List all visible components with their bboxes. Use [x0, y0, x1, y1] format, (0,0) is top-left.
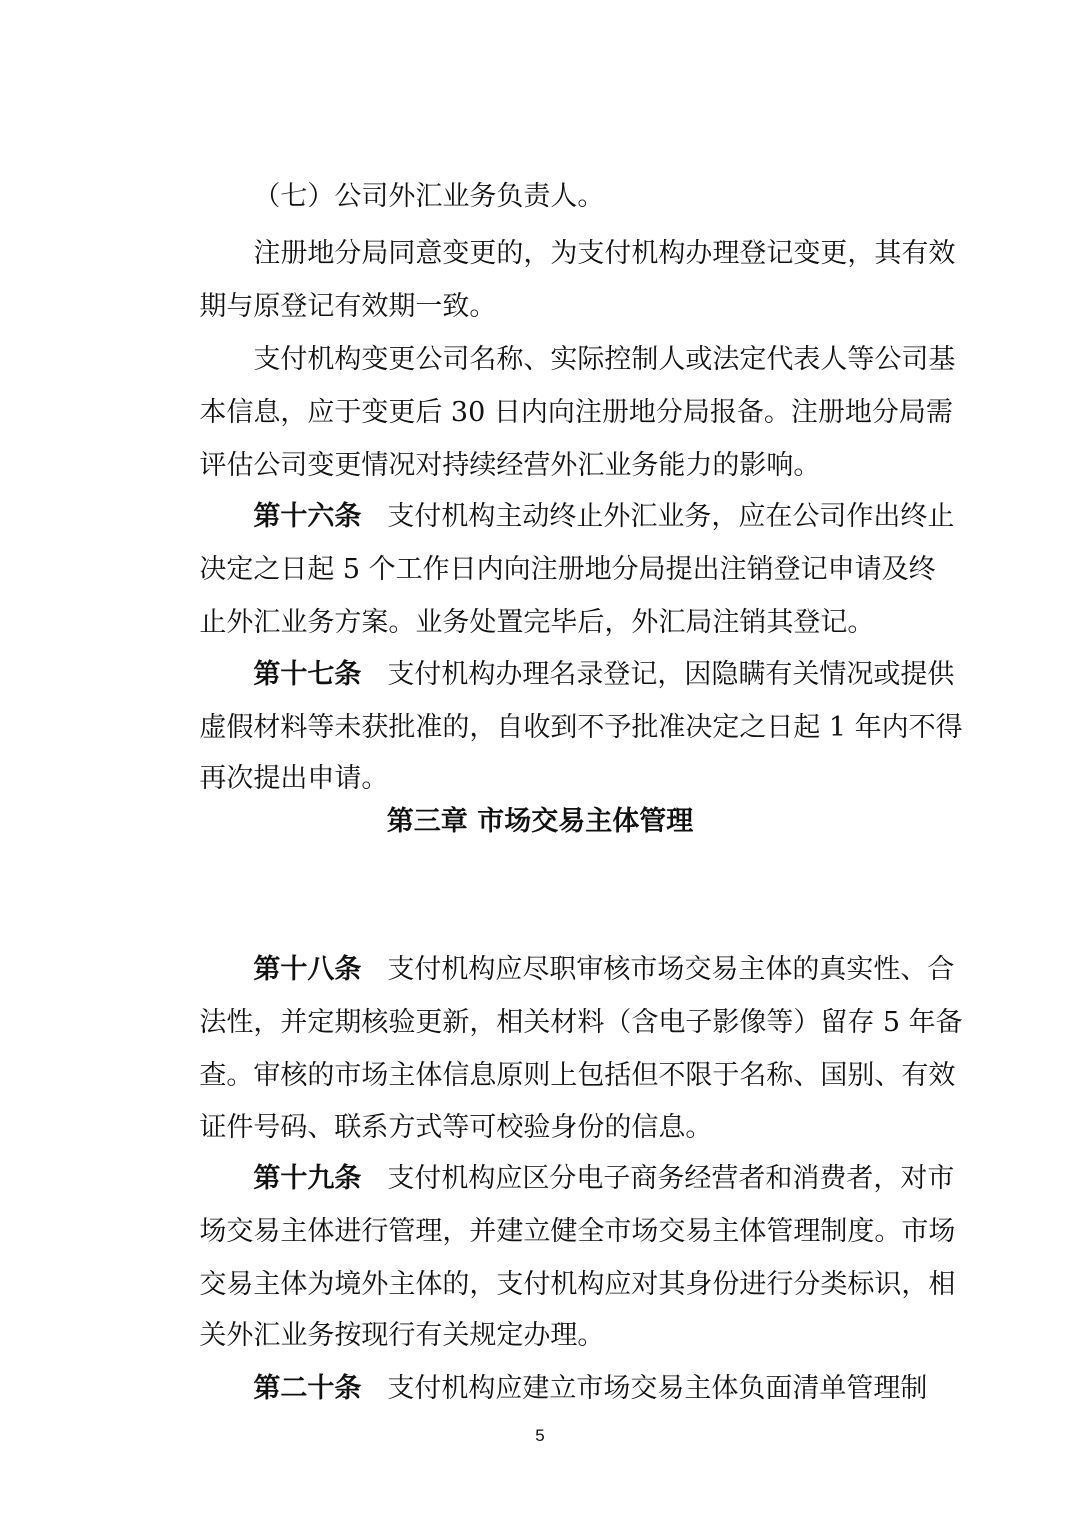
article-16-text: 决定之日起 5 个工作日内向注册地分局提出注销登记申请及终: [199, 554, 936, 585]
article-18-line: [165, 963, 963, 1038]
article-20-text: 支付机构应建立市场交易主体负面清单管理制: [387, 1373, 928, 1404]
article-16-line: [165, 563, 915, 638]
article-18-text: 查。审核的市场主体信息原则上包括但不限于名称、国别、有效: [199, 1060, 956, 1091]
paragraph-text: 本信息，应于变更后 30 日内向注册地分局报备。注册地分局需: [199, 397, 953, 428]
article-18-text: 证件号码、联系方式等可校验身份的信息。: [199, 1112, 713, 1143]
article-19-text: 场交易主体进行管理，并建立健全市场交易主体管理制度。市场: [199, 1216, 956, 1247]
paragraph-text: 注册地分局同意变更的，为支付机构办理登记变更，其有效: [253, 238, 956, 269]
article-20-label: 第二十条: [253, 1373, 362, 1404]
page-number: 5: [535, 1426, 545, 1445]
article-16-text: 止外汇业务方案。业务处置完毕后，外汇局注销其登记。: [199, 607, 875, 638]
article-17-text: 再次提出申请。: [199, 763, 389, 794]
paragraph-text: 支付机构变更公司名称、实际控制人或法定代表人等公司基: [253, 344, 956, 375]
article-19-line: [165, 1119, 955, 1194]
clause-7-text: （七）公司外汇业务负责人。: [253, 181, 605, 212]
article-19-label: 第十九条: [253, 1163, 362, 1194]
article-18-line: [165, 1068, 915, 1143]
article-18-label: 第十八条: [253, 954, 362, 985]
chapter-heading: 第三章 市场交易主体管理: [386, 806, 694, 837]
article-19-line: [165, 1225, 956, 1300]
article-17-line: [165, 615, 955, 690]
article-17-label: 第十七条: [253, 659, 362, 690]
article-19-text: 交易主体为境外主体的，支付机构应对其身份进行分类标识，相: [199, 1269, 956, 1300]
article-16-line: [165, 510, 936, 585]
article-19-line: [165, 1276, 915, 1351]
paragraph-text: 期与原登记有效期一致。: [199, 291, 497, 322]
article-20-line: [165, 1329, 928, 1404]
article-18-line: [165, 1016, 956, 1091]
paragraph-text: 评估公司变更情况对持续经营外汇业务能力的影响。: [199, 450, 821, 481]
article-17-text: 虚假材料等未获批准的，自收到不予批准决定之日起 1 年内不得: [199, 712, 963, 743]
article-17-text: 支付机构办理名录登记，因隐瞒有关情况或提供: [387, 659, 955, 690]
article-19-line: [165, 1172, 956, 1247]
article-18-line: [165, 910, 955, 985]
paragraph-line: [165, 406, 915, 481]
article-19-text: 支付机构应区分电子商务经营者和消费者，对市: [387, 1163, 955, 1194]
paragraph-line: [165, 300, 956, 375]
article-18-text: 支付机构应尽职审核市场交易主体的真实性、合: [387, 954, 955, 985]
paragraph-line: [165, 194, 956, 269]
article-16-text: 支付机构主动终止外汇业务，应在公司作出终止: [387, 501, 955, 532]
paragraph-line: [165, 247, 915, 322]
article-16-label: 第十六条: [253, 501, 362, 532]
article-16-line: [165, 457, 955, 532]
article-17-line: [165, 668, 963, 743]
article-17-line: [165, 719, 915, 794]
paragraph-line: [165, 353, 953, 428]
clause-7-line: [165, 137, 915, 212]
article-19-text: 关外汇业务按现行有关规定办理。: [199, 1320, 605, 1351]
article-18-text: 法性，并定期核验更新，相关材料（含电子影像等）留存 5 年备: [199, 1007, 963, 1038]
